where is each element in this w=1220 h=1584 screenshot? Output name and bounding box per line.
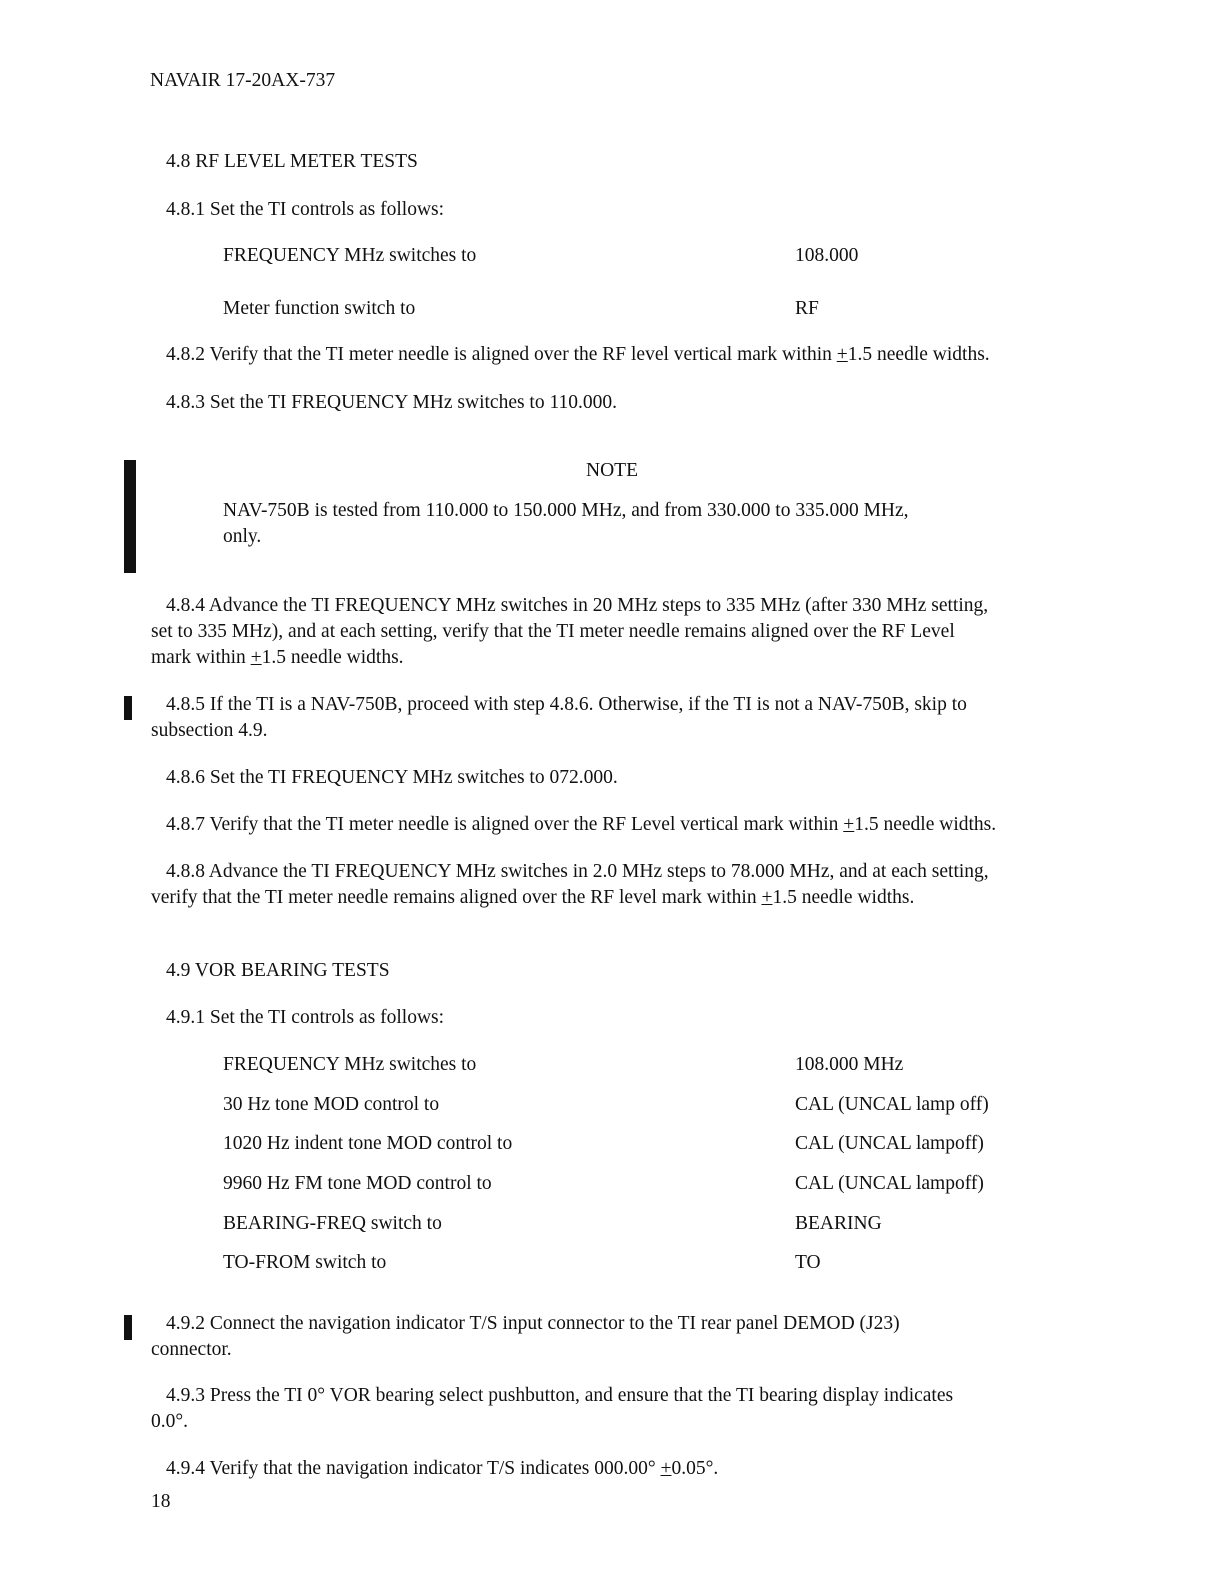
note-text: NAV-750B is tested from 110.000 to 150.000 MHz, and from 330.000 to 335.000 MHz, xyxy=(223,500,909,521)
paragraph-4-8-3: 4.8.3 Set the TI FREQUENCY MHz switches to 110.000. xyxy=(166,392,618,413)
control-label: FREQUENCY MHz switches to xyxy=(223,1054,477,1075)
paragraph-4-9-2-cont: connector. xyxy=(151,1339,232,1360)
paragraph-text: 0.05°. xyxy=(671,1458,719,1479)
paragraph-text: 4.8.7 Verify that the TI meter needle is aligned over the RF Level vertical mark within xyxy=(166,814,844,835)
paragraph-text: 4.8.2 Verify that the TI meter needle is aligned over the RF level vertical mark within xyxy=(166,344,837,365)
paragraph-4-9-2: 4.9.2 Connect the navigation indicator T/S input connector to the TI rear panel DEMOD (J23) xyxy=(166,1313,900,1334)
plus-minus-symbol: + xyxy=(761,887,773,908)
paragraph-4-8-4-cont: set to 335 MHz), and at each setting, verify that the TI meter needle remains aligned over the RF Level xyxy=(151,621,955,642)
control-label: TO-FROM switch to xyxy=(223,1252,387,1273)
plus-minus-symbol: + xyxy=(843,814,855,835)
control-value: RF xyxy=(795,298,819,319)
control-label: 9960 Hz FM tone MOD control to xyxy=(223,1173,492,1194)
paragraph-text: 1.5 needle widths. xyxy=(261,647,404,668)
paragraph-text: verify that the TI meter needle remains aligned over the RF level mark within xyxy=(151,887,762,908)
paragraph-4-8-2 xyxy=(166,342,990,368)
control-value: CAL (UNCAL lampoff) xyxy=(795,1133,984,1154)
paragraph-4-9-3: 4.9.3 Press the TI 0° VOR bearing select pushbutton, and ensure that the TI bearing display indicates xyxy=(166,1385,954,1406)
paragraph-4-8-8-cont xyxy=(151,885,914,911)
note-title: NOTE xyxy=(586,460,638,481)
paragraph-4-9-4 xyxy=(166,1456,718,1482)
control-value: CAL (UNCAL lampoff) xyxy=(795,1173,984,1194)
control-value: 108.000 MHz xyxy=(795,1054,904,1075)
paragraph-4-8-7 xyxy=(166,812,996,838)
paragraph-4-8-8: 4.8.8 Advance the TI FREQUENCY MHz switches in 2.0 MHz steps to 78.000 MHz, and at each setting, xyxy=(166,861,989,882)
paragraph-4-8-1: 4.8.1 Set the TI controls as follows: xyxy=(166,199,445,220)
note-text: only. xyxy=(223,526,262,547)
paragraph-4-8-5: 4.8.5 If the TI is a NAV-750B, proceed with step 4.8.6. Otherwise, if the TI is not a NAV-750B, skip to xyxy=(166,694,967,715)
document-number: NAVAIR 17-20AX-737 xyxy=(150,70,336,91)
control-label: FREQUENCY MHz switches to xyxy=(223,245,477,266)
plus-minus-symbol: + xyxy=(660,1458,672,1479)
paragraph-4-9-1: 4.9.1 Set the TI controls as follows: xyxy=(166,1007,445,1028)
control-value: 108.000 xyxy=(795,245,859,266)
paragraph-4-8-5-cont: subsection 4.9. xyxy=(151,720,268,741)
change-bar xyxy=(124,696,132,720)
paragraph-text: 1.5 needle widths. xyxy=(847,344,990,365)
paragraph-4-9-3-cont: 0.0°. xyxy=(151,1411,189,1432)
change-bar xyxy=(124,460,136,573)
control-value: CAL (UNCAL lamp off) xyxy=(795,1094,989,1115)
section-heading-4-9: 4.9 VOR BEARING TESTS xyxy=(166,960,390,981)
control-value: TO xyxy=(795,1252,821,1273)
control-label: 30 Hz tone MOD control to xyxy=(223,1094,440,1115)
plus-minus-symbol: + xyxy=(250,647,262,668)
paragraph-text: 4.9.4 Verify that the navigation indicator T/S indicates 000.00° xyxy=(166,1458,661,1479)
paragraph-text: 1.5 needle widths. xyxy=(854,814,997,835)
paragraph-4-8-4: 4.8.4 Advance the TI FREQUENCY MHz switches in 20 MHz steps to 335 MHz (after 330 MHz setting, xyxy=(166,595,989,616)
control-label: 1020 Hz indent tone MOD control to xyxy=(223,1133,513,1154)
section-heading-4-8: 4.8 RF LEVEL METER TESTS xyxy=(166,151,418,172)
change-bar xyxy=(124,1315,132,1340)
plus-minus-symbol: + xyxy=(836,344,848,365)
paragraph-4-8-4-cont xyxy=(151,645,404,671)
paragraph-text: 1.5 needle widths. xyxy=(772,887,915,908)
control-value: BEARING xyxy=(795,1213,882,1234)
paragraph-4-8-6: 4.8.6 Set the TI FREQUENCY MHz switches to 072.000. xyxy=(166,767,618,788)
control-label: Meter function switch to xyxy=(223,298,416,319)
page-number: 18 xyxy=(151,1491,171,1512)
paragraph-text: mark within xyxy=(151,647,251,668)
control-label: BEARING-FREQ switch to xyxy=(223,1213,442,1234)
